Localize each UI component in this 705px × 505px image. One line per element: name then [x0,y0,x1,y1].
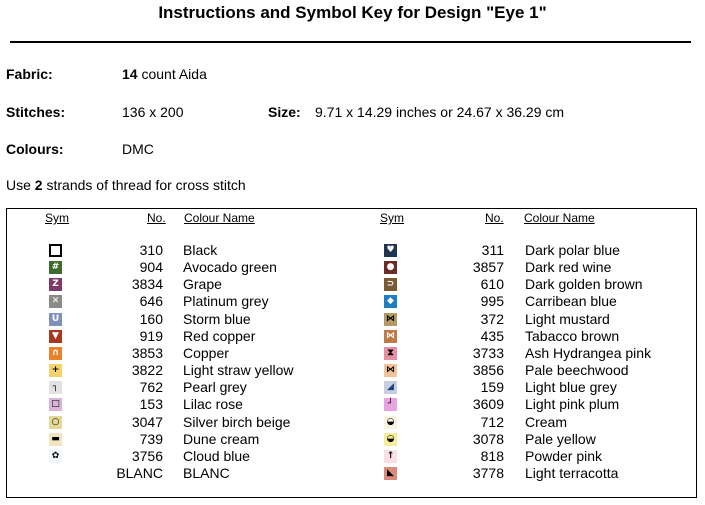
dmc-number: 904 [139,259,163,276]
dmc-number: 372 [480,310,504,327]
heart-icon: ♥ [384,244,397,257]
arch-icon: ∩ [49,347,62,360]
colour-name: Cream [525,413,568,430]
arrow-up-icon: ↑ [384,450,397,463]
dmc-number: 3733 [472,344,504,361]
dmc-number: 3609 [472,396,504,413]
colour-name: Black [183,242,218,258]
colour-name: Dune cream [183,430,260,447]
bowtie-icon: ⋈ [386,365,395,376]
dmc-number: 762 [139,379,163,396]
colour-name: Lilac rose [183,396,243,413]
dot-icon: ● [384,261,397,274]
colour-name: Carribean blue [525,293,617,310]
colour-name: Ash Hydrangea pink [525,344,652,361]
colour-name: Pearl grey [183,379,247,396]
stitches-value: 136 x 200 [122,104,184,120]
colour-name: Grape [183,276,222,293]
dmc-number: 739 [139,430,163,447]
key-row [7,311,696,328]
dmc-number: 3756 [131,447,163,464]
header-sym-right: Sym [380,211,404,225]
u-icon: U [49,313,62,326]
colour-name: Platinum grey [183,293,269,310]
dmc-number: 3857 [472,259,504,276]
size-value: 9.71 x 14.29 inches or 24.67 x 36.29 cm [315,104,565,120]
key-row [7,293,696,310]
colour-name: Copper [183,344,229,361]
diamond-icon: ◆ [384,295,397,308]
key-row [7,242,696,259]
key-row [7,379,696,396]
dmc-number: 995 [480,293,504,310]
colour-name: BLANC [183,464,230,481]
dmc-number: 3778 [472,464,504,481]
fabric-label: Fabric: [6,66,53,82]
dmc-number: 310 [139,242,163,258]
note-suffix: strands of thread for cross stitch [42,177,246,193]
colour-name: Dark red wine [525,259,612,276]
corner-icon: ┘ [384,398,397,411]
header-colour-name-right: Colour Name [524,211,595,225]
dmc-number: 712 [480,413,504,430]
corner-icon: ┐ [49,381,62,394]
key-row [7,431,696,448]
fabric-value [122,66,207,82]
key-row [7,345,696,362]
dmc-number: 435 [480,327,504,344]
stitches-label: Stitches: [6,104,66,120]
note-strands: 2 [34,177,43,193]
dmc-number: 3834 [131,276,163,293]
header-sym: Sym [45,211,69,225]
colour-name: Powder pink [525,447,603,464]
dmc-number: 646 [139,293,163,310]
flower-icon: ✿ [49,450,62,463]
colour-name: Light blue grey [525,379,617,396]
dmc-number: 3078 [472,430,504,447]
colour-name: Storm blue [183,310,251,327]
symbol-key-table [6,208,697,498]
fabric-type: count Aida [137,66,207,82]
hook-icon: ⊃ [384,278,397,291]
dmc-number: 3822 [131,362,163,379]
dmc-number: 153 [139,396,163,413]
note-prefix: Use [6,177,35,193]
colours-label: Colours: [6,141,64,157]
colour-name: Light mustard [525,310,610,327]
corner-triangle-icon: ◣ [384,467,397,480]
key-row [7,259,696,276]
colour-name: Pale beechwood [525,362,629,379]
colour-name: Pale yellow [525,430,596,447]
bowtie-icon: ⋈ [386,313,395,324]
colour-name: Avocado green [183,259,277,276]
dmc-number: 3047 [131,413,163,430]
thread-note [6,177,246,193]
dmc-number: 3856 [472,362,504,379]
key-row [7,465,696,482]
hash-icon: # [49,261,62,274]
cross-icon: ✕ [49,295,62,308]
hourglass-icon: ⧗ [384,347,397,360]
wedge-icon: ◢ [384,381,397,394]
title-divider [10,41,691,43]
half-circle-icon: ◒ [384,416,397,429]
colour-name: Light pink plum [525,396,620,413]
half-circle-icon: ◒ [384,433,397,446]
dmc-number: 818 [480,447,504,464]
colour-name: Dark polar blue [525,242,620,258]
key-row [7,328,696,345]
header-no: No. [147,211,166,225]
key-row [7,276,696,293]
dmc-number: 610 [480,276,504,293]
colour-name: Tabacco brown [525,327,620,344]
key-row [7,396,696,413]
colour-name: Silver birch beige [183,413,291,430]
plus-icon: + [49,364,62,377]
colour-name: Dark golden brown [525,276,643,293]
circle-icon: ○ [49,416,62,429]
key-row [7,414,696,431]
key-row [7,448,696,465]
colour-name: Light terracotta [525,464,619,481]
colour-name: Red copper [183,327,256,344]
dmc-number: 160 [139,310,163,327]
size-label: Size: [268,104,301,120]
dmc-number: 919 [139,327,163,344]
key-row [7,362,696,379]
fabric-count: 14 [122,66,138,82]
dmc-number: 159 [480,379,504,396]
colour-name: Light straw yellow [183,362,294,379]
dmc-number: 3853 [131,344,163,361]
bowtie-icon: ⋈ [386,330,395,341]
bar-icon: ▬ [49,433,62,446]
colour-name: Cloud blue [183,447,250,464]
dmc-number: 311 [481,242,504,258]
square-icon: □ [49,398,62,411]
page-title: Instructions and Symbol Key for Design "Eye 1" [158,3,547,22]
dmc-number: BLANC [116,464,163,481]
header-colour-name: Colour Name [184,211,255,225]
z-icon: Z [49,278,62,291]
colours-value: DMC [122,141,154,157]
triangle-down-icon: ▼ [49,330,62,343]
header-no-right: No. [485,211,504,225]
